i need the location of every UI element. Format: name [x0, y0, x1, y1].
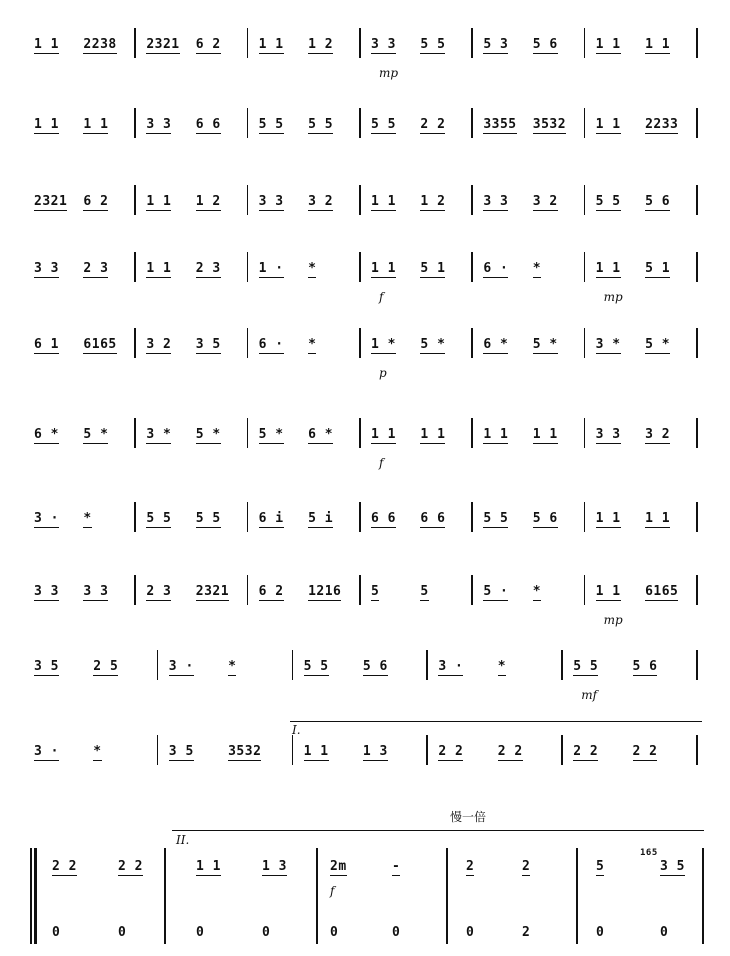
note-group: 5 5: [258, 117, 284, 132]
note-group: 0: [196, 925, 205, 940]
dynamic-mark: mp: [603, 290, 623, 304]
note-group: 3355: [483, 117, 517, 132]
barline: [696, 575, 698, 605]
barline: [561, 650, 563, 680]
note-group: 6 2: [195, 37, 221, 52]
note-group: 1 1: [146, 261, 172, 276]
note-group: 6 ·: [483, 261, 509, 276]
barline: [157, 735, 159, 765]
note-group: 0: [262, 925, 271, 940]
note-group: 5 1: [645, 261, 671, 276]
barline: [471, 418, 473, 448]
note-group: 2 2: [438, 744, 464, 759]
note-group: 5 5: [573, 659, 599, 674]
barline: [359, 185, 361, 215]
barline: [696, 328, 698, 358]
note-group: 5 ·: [483, 584, 509, 599]
note-group: 1 ·: [258, 261, 284, 276]
barline: [696, 185, 698, 215]
note-group: 1 1: [34, 117, 59, 132]
note-group: 1 1: [196, 859, 221, 874]
note-group: 3 5: [660, 859, 685, 874]
note-group: 3 3: [595, 427, 621, 442]
grace-notes: 165: [640, 848, 658, 858]
barline: [471, 108, 473, 138]
barline: [471, 28, 473, 58]
note-group: 3532: [228, 744, 262, 759]
barline: [157, 650, 159, 680]
note-group: 3 *: [595, 337, 621, 352]
note-group: 5 5: [303, 659, 329, 674]
barline: [247, 418, 249, 448]
note-group: 2 3: [83, 261, 109, 276]
barline: [584, 418, 586, 448]
barline: [584, 328, 586, 358]
note-group: 5 5: [371, 117, 396, 132]
note-group: 3 3: [483, 194, 509, 209]
barline: [134, 575, 136, 605]
note-group: 3 2: [645, 427, 671, 442]
note-group: 5 5: [595, 194, 621, 209]
note-group: 3 3: [34, 261, 59, 276]
note-group: 5 5: [420, 37, 446, 52]
barline: [561, 735, 563, 765]
note-group: 3 ·: [168, 659, 194, 674]
note-group: 5 *: [258, 427, 284, 442]
note-group: 3 2: [532, 194, 558, 209]
dynamic-mark: mf: [581, 688, 598, 702]
note-group: *: [308, 261, 317, 276]
note-group: 1 1: [371, 194, 396, 209]
note-group: 6 2: [258, 584, 284, 599]
dynamic-mark: mp: [603, 613, 623, 627]
note-group: 0: [596, 925, 605, 940]
note-group: 2238: [83, 37, 117, 52]
barline: [247, 28, 249, 58]
note-group: 5 6: [532, 37, 558, 52]
note-group: 0: [52, 925, 61, 940]
note-group: 1 1: [645, 511, 671, 526]
note-group: 1 2: [308, 37, 334, 52]
note-group: 5 6: [532, 511, 558, 526]
system-brace: [34, 848, 37, 944]
note-group: 1 1: [420, 427, 446, 442]
barline: [134, 108, 136, 138]
note-group: 1 1: [34, 37, 59, 52]
note-group: 6 1: [34, 337, 59, 352]
note-group: 2 2: [420, 117, 446, 132]
barline: [584, 575, 586, 605]
note-group: 1 1: [532, 427, 558, 442]
barline: [446, 848, 448, 944]
barline: [696, 418, 698, 448]
note-group: 2321: [195, 584, 230, 599]
barline: [584, 252, 586, 282]
barline: [164, 848, 166, 944]
note-group: 1216: [308, 584, 342, 599]
barline: [359, 28, 361, 58]
barline: [584, 28, 586, 58]
volta-bracket: [172, 830, 704, 831]
note-group: 5 *: [195, 427, 221, 442]
barline: [247, 252, 249, 282]
note-group: 1 *: [371, 337, 396, 352]
note-group: *: [93, 744, 102, 759]
note-group: 6 ·: [258, 337, 284, 352]
barline: [584, 185, 586, 215]
note-group: 5: [371, 584, 380, 599]
note-group: 6 *: [34, 427, 59, 442]
note-group: 1 1: [645, 37, 671, 52]
barline: [471, 575, 473, 605]
note-group: -: [392, 859, 401, 874]
note-group: 3 ·: [34, 744, 59, 759]
note-group: 2 5: [93, 659, 119, 674]
tempo-marking: 慢一倍: [450, 810, 487, 824]
note-group: 3 5: [195, 337, 221, 352]
note-group: *: [83, 511, 92, 526]
barline: [471, 252, 473, 282]
note-group: 1 3: [362, 744, 388, 759]
note-group: 3 ·: [34, 511, 59, 526]
note-group: 1 2: [420, 194, 446, 209]
note-group: 3 5: [34, 659, 59, 674]
note-group: 1 1: [258, 37, 284, 52]
note-group: 5 1: [420, 261, 446, 276]
note-group: 3 3: [34, 584, 59, 599]
note-group: *: [532, 584, 542, 599]
barline: [134, 252, 136, 282]
barline: [696, 28, 698, 58]
dynamic-mark: mp: [379, 66, 399, 80]
barline: [134, 28, 136, 58]
volta-label: I.: [292, 723, 301, 737]
barline: [576, 848, 578, 944]
barline: [359, 575, 361, 605]
note-group: 3 3: [83, 584, 109, 599]
note-group: 5 i: [308, 511, 334, 526]
note-group: 5 *: [645, 337, 671, 352]
dynamic-mark: f: [379, 456, 384, 470]
barline: [247, 328, 249, 358]
note-group: 1 1: [483, 427, 509, 442]
barline: [359, 418, 361, 448]
note-group: *: [532, 261, 542, 276]
note-group: 2321: [146, 37, 180, 52]
note-group: 1 2: [195, 194, 221, 209]
note-group: 1 1: [371, 261, 396, 276]
note-group: 1 3: [262, 859, 287, 874]
note-group: *: [497, 659, 507, 674]
barline: [247, 108, 249, 138]
note-group: 3 2: [146, 337, 172, 352]
note-group: 5 5: [195, 511, 221, 526]
note-group: 6 *: [308, 427, 334, 442]
note-group: 3 5: [168, 744, 194, 759]
barline: [292, 735, 294, 765]
note-group: 1 1: [83, 117, 109, 132]
note-group: 2 2: [118, 859, 143, 874]
note-group: 6 *: [483, 337, 509, 352]
note-group: 3 2: [308, 194, 334, 209]
note-group: 2 3: [195, 261, 221, 276]
barline: [696, 735, 698, 765]
dynamic-mark: f: [379, 290, 384, 304]
barline: [134, 502, 136, 532]
barline: [134, 328, 136, 358]
note-group: 2 2: [52, 859, 77, 874]
note-group: *: [228, 659, 237, 674]
note-group: 5 *: [532, 337, 558, 352]
note-group: 5 6: [362, 659, 388, 674]
note-group: 2321: [34, 194, 68, 209]
note-group: 3 3: [371, 37, 396, 52]
barline: [359, 328, 361, 358]
note-group: 2 2: [573, 744, 599, 759]
note-group: 6165: [645, 584, 679, 599]
note-group: 6 6: [195, 117, 221, 132]
note-group: 2233: [645, 117, 679, 132]
note-group: 5 *: [83, 427, 109, 442]
note-group: 5 5: [308, 117, 334, 132]
barline: [359, 252, 361, 282]
note-group: 1 1: [595, 37, 621, 52]
barline: [426, 650, 428, 680]
barline: [134, 418, 136, 448]
barline: [696, 650, 698, 680]
barline: [471, 502, 473, 532]
note-group: 5 3: [483, 37, 509, 52]
note-group: 2 3: [146, 584, 172, 599]
note-group: 2: [466, 859, 475, 874]
note-group: 6 6: [371, 511, 396, 526]
barline: [247, 185, 249, 215]
note-group: 3532: [532, 117, 567, 132]
barline: [134, 185, 136, 215]
note-group: 3 3: [146, 117, 172, 132]
note-group: 6 6: [420, 511, 446, 526]
note-group: 5 5: [146, 511, 172, 526]
note-group: 1 1: [595, 511, 621, 526]
note-group: 1 1: [595, 261, 621, 276]
barline: [30, 848, 32, 944]
note-group: 0: [118, 925, 127, 940]
note-group: 2: [522, 859, 531, 874]
note-group: 1 1: [595, 584, 621, 599]
note-group: 5: [596, 859, 605, 874]
note-group: 5 *: [420, 337, 446, 352]
note-group: 5 6: [632, 659, 658, 674]
dynamic-mark: p: [379, 366, 387, 380]
note-group: 1 1: [371, 427, 396, 442]
note-group: 3 *: [146, 427, 172, 442]
barline: [316, 848, 318, 944]
note-group: 5 5: [483, 511, 509, 526]
barline: [696, 108, 698, 138]
note-group: 5: [420, 584, 429, 599]
note-group: 6165: [83, 337, 117, 352]
note-group: 6 i: [258, 511, 284, 526]
note-group: 6 2: [83, 194, 109, 209]
barline: [584, 502, 586, 532]
dynamic-mark: f: [330, 884, 335, 898]
note-group: 3 ·: [438, 659, 464, 674]
barline: [359, 502, 361, 532]
volta-bracket: [290, 721, 702, 722]
note-group: 2m: [330, 859, 347, 874]
note-group: 1 1: [303, 744, 329, 759]
note-group: 3 3: [258, 194, 284, 209]
note-group: 0: [392, 925, 401, 940]
barline: [696, 502, 698, 532]
barline: [247, 575, 249, 605]
note-group: 0: [660, 925, 669, 940]
barline: [359, 108, 361, 138]
barline: [584, 108, 586, 138]
note-group: 1 1: [595, 117, 621, 132]
note-group: 5 6: [645, 194, 671, 209]
note-group: 2: [522, 925, 531, 940]
barline: [471, 185, 473, 215]
barline: [696, 252, 698, 282]
volta-label: II.: [176, 833, 190, 847]
note-group: 2 2: [632, 744, 658, 759]
note-group: 0: [466, 925, 475, 940]
barline: [426, 735, 428, 765]
note-group: *: [308, 337, 317, 352]
barline: [471, 328, 473, 358]
barline: [247, 502, 249, 532]
barline: [292, 650, 294, 680]
barline: [702, 848, 704, 944]
note-group: 0: [330, 925, 339, 940]
note-group: 2 2: [497, 744, 523, 759]
note-group: 1 1: [146, 194, 172, 209]
